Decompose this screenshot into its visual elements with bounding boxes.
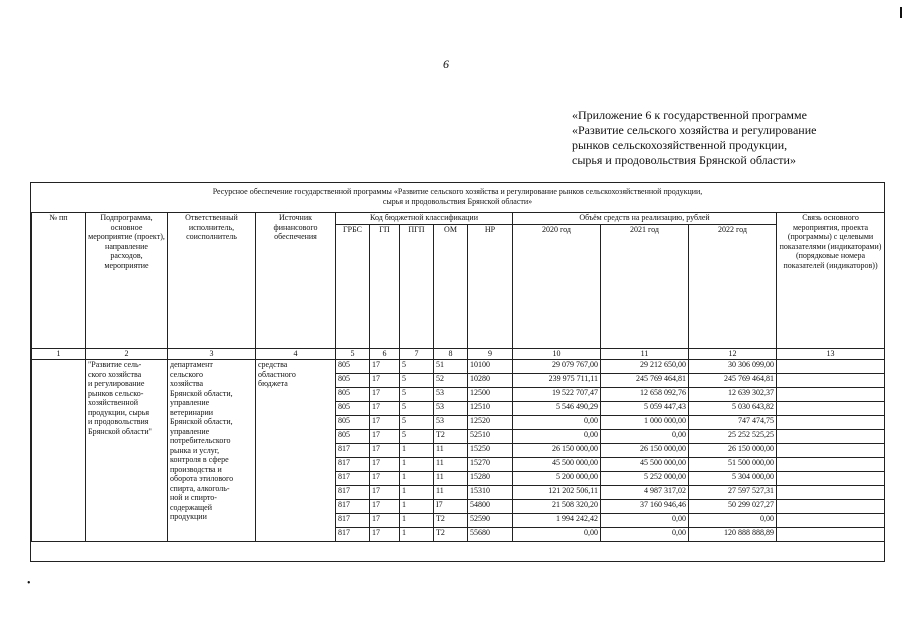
page-number: 6 [443,57,449,71]
column-number: 3 [168,349,256,360]
column-number: 11 [601,349,689,360]
resource-table [31,212,885,542]
pgp-cell: 1 [400,486,434,500]
indicator-link-cell [777,458,885,472]
amount-2020-cell: 0,00 [513,430,601,444]
indicator-link-cell [777,514,885,528]
pgp-cell: 1 [400,444,434,458]
gp-cell: 17 [370,458,400,472]
nr-cell: 10100 [468,360,513,374]
pgp-cell: 5 [400,374,434,388]
grbs-cell: 817 [336,528,370,542]
header-2021: 2021 год [601,225,689,349]
gp-cell: 17 [370,514,400,528]
header-grbs: ГРБС [336,225,370,349]
indicator-link-cell [777,416,885,430]
header-num: № пп [32,213,86,349]
margin-mark [900,7,902,18]
column-number: 9 [468,349,513,360]
appendix-line: сырья и продовольствия Брянской области» [572,153,796,167]
pgp-cell: 1 [400,500,434,514]
column-number: 1 [32,349,86,360]
nr-cell: 12510 [468,402,513,416]
amount-2022-cell: 12 639 302,37 [689,388,777,402]
grbs-cell: 805 [336,374,370,388]
program-name-cell: "Развитие сель- ского хозяйства и регулирование рынков сельско- хозяйственной продукции, сырья и продовольствия Брянской области" [86,360,168,542]
amount-2020-cell: 5 546 490,29 [513,402,601,416]
om-cell: 51 [434,360,468,374]
grbs-cell: 817 [336,500,370,514]
amount-2021-cell: 0,00 [601,528,689,542]
grbs-cell: 805 [336,430,370,444]
header-source: Источник финансового обеспечения [256,213,336,349]
appendix-line: «Приложение 6 к государственной программе [572,108,807,122]
indicator-link-cell [777,444,885,458]
grbs-cell: 817 [336,472,370,486]
grbs-cell: 805 [336,402,370,416]
amount-2021-cell: 12 658 092,76 [601,388,689,402]
amount-2020-cell: 45 500 000,00 [513,458,601,472]
om-cell: 11 [434,472,468,486]
column-number: 13 [777,349,885,360]
pgp-cell: 5 [400,416,434,430]
amount-2020-cell: 1 994 242,42 [513,514,601,528]
amount-2021-cell: 0,00 [601,430,689,444]
om-cell: 11 [434,486,468,500]
appendix-line: рынков сельскохозяйственной продукции, [572,138,788,152]
nr-cell: 12520 [468,416,513,430]
amount-2021-cell: 5 059 447,43 [601,402,689,416]
indicator-link-cell [777,486,885,500]
header-executor: Ответственный исполнитель, соисполнитель [168,213,256,349]
amount-2022-cell: 5 304 000,00 [689,472,777,486]
column-number: 5 [336,349,370,360]
header-gp: ГП [370,225,400,349]
amount-2020-cell: 26 150 000,00 [513,444,601,458]
amount-2022-cell: 120 888 888,89 [689,528,777,542]
table-title [31,183,884,212]
amount-2020-cell: 239 975 711,11 [513,374,601,388]
amount-2022-cell: 747 474,75 [689,416,777,430]
column-number: 12 [689,349,777,360]
amount-2022-cell: 245 769 464,81 [689,374,777,388]
pgp-cell: 5 [400,388,434,402]
column-number-row [32,349,885,360]
amount-2022-cell: 0,00 [689,514,777,528]
om-cell: 53 [434,402,468,416]
om-cell: 11 [434,458,468,472]
om-cell: T2 [434,430,468,444]
amount-2021-cell: 1 000 000,00 [601,416,689,430]
nr-cell: 54800 [468,500,513,514]
nr-cell: 15270 [468,458,513,472]
header-2022: 2022 год [689,225,777,349]
amount-2021-cell: 37 160 946,46 [601,500,689,514]
appendix-line: «Развитие сельского хозяйства и регулирование [572,123,817,137]
header-kbk-group: Код бюджетной классификации [336,213,513,225]
resource-table-frame [30,182,885,562]
amount-2021-cell: 245 769 464,81 [601,374,689,388]
pgp-cell: 1 [400,458,434,472]
nr-cell: 52510 [468,430,513,444]
amount-2022-cell: 30 306 099,00 [689,360,777,374]
gp-cell: 17 [370,486,400,500]
amount-2022-cell: 50 299 027,27 [689,500,777,514]
pgp-cell: 1 [400,528,434,542]
table-row [32,360,885,374]
gp-cell: 17 [370,430,400,444]
column-number: 4 [256,349,336,360]
om-cell: T2 [434,528,468,542]
gp-cell: 17 [370,416,400,430]
bullet-mark: • [27,578,31,589]
amount-2020-cell: 21 508 320,20 [513,500,601,514]
header-link: Связь основного мероприятия, проекта (программы) с целевыми показателями (индикаторами) (порядковые номера показателей (индикаторов)) [777,213,885,349]
amount-2020-cell: 0,00 [513,416,601,430]
nr-cell: 15310 [468,486,513,500]
table-title-line: Ресурсное обеспечение государственной программы «Развитие сельского хозяйства и регулирование рынков сельскохозяйственной продукции, [212,187,703,196]
column-number: 7 [400,349,434,360]
gp-cell: 17 [370,528,400,542]
indicator-link-cell [777,360,885,374]
om-cell: 11 [434,444,468,458]
indicator-link-cell [777,500,885,514]
om-cell: 53 [434,416,468,430]
amount-2021-cell: 45 500 000,00 [601,458,689,472]
gp-cell: 17 [370,472,400,486]
indicator-link-cell [777,430,885,444]
indicator-link-cell [777,402,885,416]
amount-2022-cell: 27 597 527,31 [689,486,777,500]
column-number: 2 [86,349,168,360]
table-title-line: сырья и продовольствия Брянской области» [382,197,533,206]
header-nr: НР [468,225,513,349]
amount-2021-cell: 4 987 317,02 [601,486,689,500]
grbs-cell: 817 [336,486,370,500]
nr-cell: 12500 [468,388,513,402]
grbs-cell: 817 [336,514,370,528]
pgp-cell: 5 [400,430,434,444]
grbs-cell: 805 [336,416,370,430]
amount-2020-cell: 5 200 000,00 [513,472,601,486]
amount-2021-cell: 26 150 000,00 [601,444,689,458]
indicator-link-cell [777,374,885,388]
gp-cell: 17 [370,374,400,388]
grbs-cell: 805 [336,388,370,402]
grbs-cell: 805 [336,360,370,374]
amount-2020-cell: 0,00 [513,528,601,542]
grbs-cell: 817 [336,458,370,472]
row-number-cell [32,360,86,542]
nr-cell: 55680 [468,528,513,542]
amount-2020-cell: 29 079 767,00 [513,360,601,374]
om-cell: 53 [434,388,468,402]
om-cell: I7 [434,500,468,514]
amount-2022-cell: 26 150 000,00 [689,444,777,458]
amount-2020-cell: 19 522 707,47 [513,388,601,402]
indicator-link-cell [777,472,885,486]
gp-cell: 17 [370,388,400,402]
indicator-link-cell [777,388,885,402]
amount-2022-cell: 5 030 643,82 [689,402,777,416]
gp-cell: 17 [370,360,400,374]
om-cell: T2 [434,514,468,528]
pgp-cell: 1 [400,472,434,486]
nr-cell: 10280 [468,374,513,388]
amount-2021-cell: 0,00 [601,514,689,528]
funding-source-cell: средства областного бюджета [256,360,336,542]
gp-cell: 17 [370,402,400,416]
header-pgp: ПГП [400,225,434,349]
grbs-cell: 817 [336,444,370,458]
column-number: 8 [434,349,468,360]
pgp-cell: 5 [400,402,434,416]
om-cell: 52 [434,374,468,388]
nr-cell: 52590 [468,514,513,528]
indicator-link-cell [777,528,885,542]
pgp-cell: 1 [400,514,434,528]
gp-cell: 17 [370,444,400,458]
nr-cell: 15280 [468,472,513,486]
amount-2021-cell: 29 212 650,00 [601,360,689,374]
header-volume-group: Объём средств на реализацию, рублей [513,213,777,225]
header-2020: 2020 год [513,225,601,349]
pgp-cell: 5 [400,360,434,374]
column-number: 6 [370,349,400,360]
column-number: 10 [513,349,601,360]
amount-2022-cell: 25 252 525,25 [689,430,777,444]
gp-cell: 17 [370,500,400,514]
header-program: Подпрограмма, основное мероприятие (проект), направление расходов, мероприятие [86,213,168,349]
header-om: ОМ [434,225,468,349]
amount-2021-cell: 5 252 000,00 [601,472,689,486]
amount-2022-cell: 51 500 000,00 [689,458,777,472]
appendix-heading [572,108,872,168]
nr-cell: 15250 [468,444,513,458]
amount-2020-cell: 121 202 506,11 [513,486,601,500]
executor-cell: департамент сельского хозяйства Брянской области, управление ветеринарии Брянской области, управление потребительского рынка и услуг, контроля в сфере производства и оборота этилового спирта, алкоголь- ной и спирто- содержащей продукции [168,360,256,542]
